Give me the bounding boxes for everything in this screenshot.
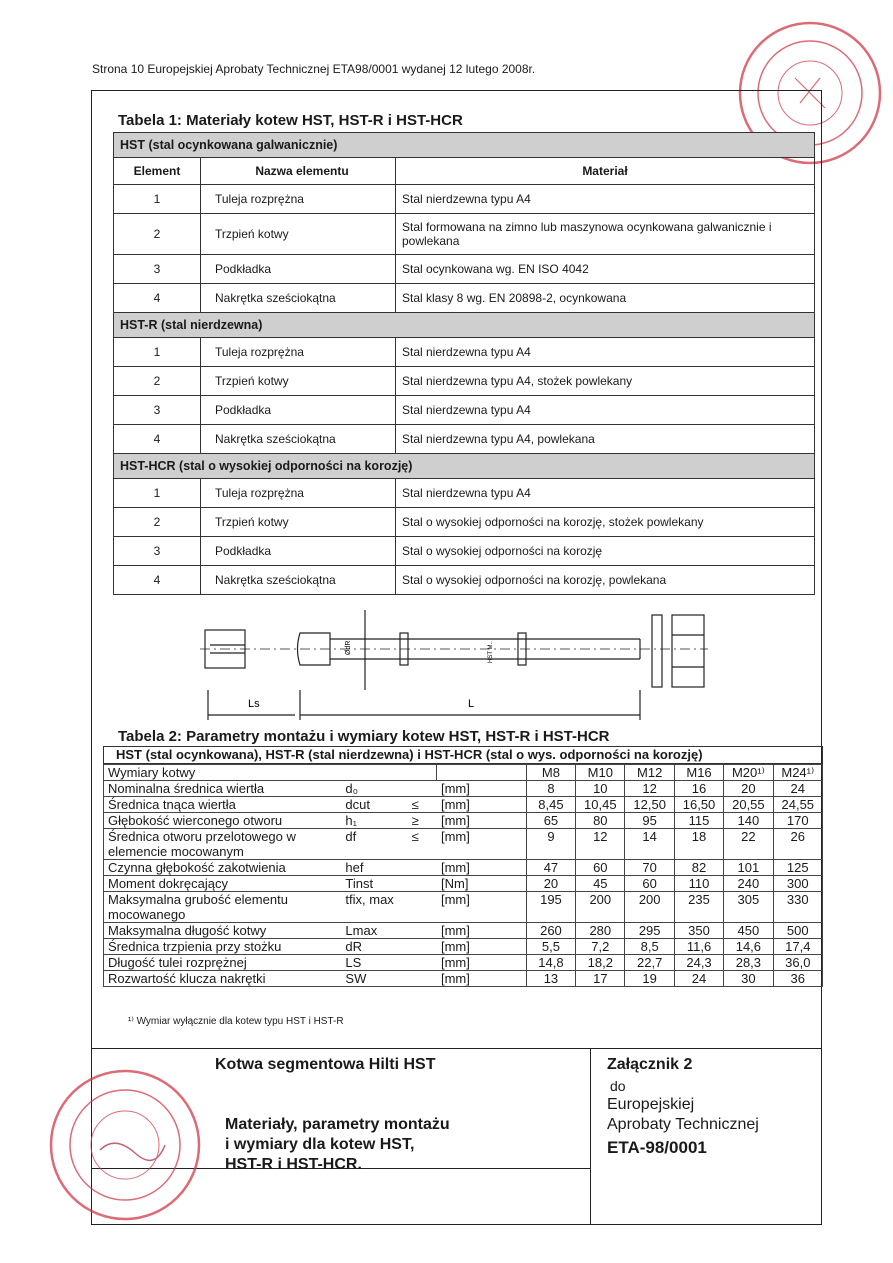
table-row: [104, 876, 823, 892]
element-name: Podkładka: [201, 396, 396, 425]
param-unit: [mm]: [437, 860, 526, 876]
param-value: 500: [773, 923, 822, 939]
element-number: 1: [114, 479, 201, 508]
table-row: [114, 214, 815, 255]
element-number: 2: [114, 367, 201, 396]
param-unit: [mm]: [437, 939, 526, 955]
element-material: Stal formowana na zimno lub maszynowa ocynkowana galwanicznie i powlekana: [396, 214, 815, 255]
annex-eur-line1: Europejskiej: [607, 1096, 695, 1113]
table-row: [114, 185, 815, 214]
element-material: Stal nierdzewna typu A4: [396, 479, 815, 508]
param-value: 11,6: [674, 939, 723, 955]
table-row: [114, 508, 815, 537]
table-row: [104, 781, 823, 797]
param-symbol: SW: [341, 971, 407, 987]
parameters-table: [103, 764, 823, 987]
param-relation: [408, 971, 437, 987]
footnote: ¹⁾ Wymiar wyłącznie dla kotew typu HST i HST-R: [128, 1016, 344, 1027]
element-material: Stal nierdzewna typu A4, powlekana: [396, 425, 815, 454]
table-row: [114, 566, 815, 595]
param-label: Rozwartość klucza nakrętki: [104, 971, 342, 987]
annex-eur-line2: Aprobaty Technicznej: [607, 1116, 759, 1133]
section-title: HST-R (stal nierdzewna): [114, 313, 815, 338]
param-relation: [408, 955, 437, 971]
param-value: 16: [674, 781, 723, 797]
head-label: Wymiary kotwy: [104, 765, 437, 781]
size-header: M12: [625, 765, 674, 781]
param-value: 330: [773, 892, 822, 923]
table-row: [104, 892, 823, 923]
param-value: 36: [773, 971, 822, 987]
param-value: 101: [724, 860, 773, 876]
table2-head-row: [104, 765, 823, 781]
param-value: 47: [526, 860, 575, 876]
param-value: 14,8: [526, 955, 575, 971]
param-value: 170: [773, 813, 822, 829]
element-material: Stal nierdzewna typu A4, stożek powlekany: [396, 367, 815, 396]
param-value: 5,5: [526, 939, 575, 955]
element-name: Trzpień kotwy: [201, 214, 396, 255]
param-label: Maksymalna długość kotwy: [104, 923, 342, 939]
table2-title: Tabela 2: Parametry montażu i wymiary kotew HST, HST-R i HST-HCR: [118, 728, 610, 745]
param-value: 28,3: [724, 955, 773, 971]
param-value: 110: [674, 876, 723, 892]
element-number: 4: [114, 566, 201, 595]
param-value: 22: [724, 829, 773, 860]
element-number: 2: [114, 214, 201, 255]
param-value: 195: [526, 892, 575, 923]
param-label: Moment dokręcający: [104, 876, 342, 892]
param-value: 95: [625, 813, 674, 829]
footer-desc-line1: Materiały, parametry montażu: [225, 1116, 450, 1133]
footer-description: [225, 1115, 450, 1175]
drawing-mark-label: HST M..: [488, 641, 494, 663]
annex-title: Załącznik 2: [607, 1056, 693, 1073]
param-value: 280: [576, 923, 625, 939]
param-value: 10,45: [576, 797, 625, 813]
element-material: Stal o wysokiej odporności na korozję, stożek powlekany: [396, 508, 815, 537]
param-relation: [408, 860, 437, 876]
table-row: [104, 955, 823, 971]
element-material: Stal klasy 8 wg. EN 20898-2, ocynkowana: [396, 284, 815, 313]
materials-table: [113, 132, 815, 595]
param-value: 115: [674, 813, 723, 829]
col-element: Element: [114, 158, 201, 185]
element-number: 3: [114, 396, 201, 425]
element-number: 4: [114, 425, 201, 454]
table-row: [104, 813, 823, 829]
table2-subtitle: HST (stal ocynkowana), HST-R (stal nierdzewna) i HST-HCR (stal o wys. odporności na korozję): [103, 746, 823, 764]
element-material: Stal nierdzewna typu A4: [396, 185, 815, 214]
param-label: Głębokość wierconego otworu: [104, 813, 342, 829]
param-value: 17: [576, 971, 625, 987]
param-value: 305: [724, 892, 773, 923]
param-symbol: dcut: [341, 797, 407, 813]
element-number: 1: [114, 185, 201, 214]
param-symbol: dR: [341, 939, 407, 955]
element-number: 3: [114, 255, 201, 284]
param-symbol: d₀: [341, 781, 407, 797]
param-value: 235: [674, 892, 723, 923]
param-value: 20: [724, 781, 773, 797]
element-material: Stal nierdzewna typu A4: [396, 396, 815, 425]
element-material: Stal o wysokiej odporności na korozję: [396, 537, 815, 566]
table-row: [114, 284, 815, 313]
param-value: 80: [576, 813, 625, 829]
param-label: Maksymalna grubość elementu mocowanego: [104, 892, 342, 923]
element-name: Nakrętka sześciokątna: [201, 425, 396, 454]
footer-top-rule: [91, 1048, 822, 1049]
size-header: M16: [674, 765, 723, 781]
table-row: [114, 479, 815, 508]
param-value: 240: [724, 876, 773, 892]
param-value: 65: [526, 813, 575, 829]
footer-desc-line3: HST-R i HST-HCR.: [225, 1156, 362, 1173]
table-row: [104, 860, 823, 876]
param-label: Długość tulei rozprężnej: [104, 955, 342, 971]
param-unit: [Nm]: [437, 876, 526, 892]
param-value: 8,5: [625, 939, 674, 955]
table-row: [104, 829, 823, 860]
section-title: HST (stal ocynkowana galwanicznie): [114, 133, 815, 158]
param-value: 10: [576, 781, 625, 797]
param-value: 20: [526, 876, 575, 892]
param-value: 9: [526, 829, 575, 860]
param-value: 12: [625, 781, 674, 797]
param-symbol: hef: [341, 860, 407, 876]
param-relation: [408, 781, 437, 797]
element-name: Tuleja rozprężna: [201, 479, 396, 508]
col-material: Materiał: [396, 158, 815, 185]
param-relation: ≤: [408, 797, 437, 813]
eta-number: ETA-98/0001: [607, 1138, 707, 1157]
param-symbol: Lmax: [341, 923, 407, 939]
param-value: 17,4: [773, 939, 822, 955]
param-value: 24: [773, 781, 822, 797]
param-relation: ≤: [408, 829, 437, 860]
param-value: 295: [625, 923, 674, 939]
param-label: Średnica trzpienia przy stożku: [104, 939, 342, 955]
param-value: 200: [576, 892, 625, 923]
table-row: [104, 939, 823, 955]
param-value: 20,55: [724, 797, 773, 813]
param-value: 8: [526, 781, 575, 797]
param-relation: ≥: [408, 813, 437, 829]
element-name: Trzpień kotwy: [201, 508, 396, 537]
param-symbol: Tinst: [341, 876, 407, 892]
table-row: [114, 396, 815, 425]
element-name: Trzpień kotwy: [201, 367, 396, 396]
param-unit: [mm]: [437, 923, 526, 939]
param-value: 200: [625, 892, 674, 923]
element-name: Tuleja rozprężna: [201, 185, 396, 214]
table-row: [114, 537, 815, 566]
table-row: [114, 255, 815, 284]
element-name: Podkładka: [201, 537, 396, 566]
param-value: 70: [625, 860, 674, 876]
param-value: 82: [674, 860, 723, 876]
param-value: 450: [724, 923, 773, 939]
section-title: HST-HCR (stal o wysokiej odporności na korozję): [114, 454, 815, 479]
param-symbol: tfix, max: [341, 892, 407, 923]
element-number: 3: [114, 537, 201, 566]
param-value: 36,0: [773, 955, 822, 971]
param-value: 8,45: [526, 797, 575, 813]
translator-stamp-bottom: [45, 1065, 205, 1225]
param-label: Średnica tnąca wiertła: [104, 797, 342, 813]
product-name: Kotwa segmentowa Hilti HST: [215, 1056, 436, 1073]
param-value: 260: [526, 923, 575, 939]
size-header: M10: [576, 765, 625, 781]
param-value: 18,2: [576, 955, 625, 971]
param-value: 26: [773, 829, 822, 860]
param-unit: [mm]: [437, 955, 526, 971]
param-unit: [mm]: [437, 797, 526, 813]
param-value: 60: [625, 876, 674, 892]
param-unit: [mm]: [437, 971, 526, 987]
page-header: Strona 10 Europejskiej Aprobaty Technicznej ETA98/0001 wydanej 12 lutego 2008r.: [92, 62, 536, 76]
size-header: M8: [526, 765, 575, 781]
drawing-ls-label: Ls: [248, 698, 260, 710]
element-number: 2: [114, 508, 201, 537]
param-value: 14,6: [724, 939, 773, 955]
element-name: Nakrętka sześciokątna: [201, 566, 396, 595]
param-value: 24,3: [674, 955, 723, 971]
param-value: 19: [625, 971, 674, 987]
param-relation: [408, 939, 437, 955]
element-name: Nakrętka sześciokątna: [201, 284, 396, 313]
param-unit: [mm]: [437, 781, 526, 797]
annex-eur: [607, 1095, 759, 1135]
param-value: 350: [674, 923, 723, 939]
param-value: 18: [674, 829, 723, 860]
param-value: 16,50: [674, 797, 723, 813]
param-relation: [408, 876, 437, 892]
element-material: Stal ocynkowana wg. EN ISO 4042: [396, 255, 815, 284]
size-header: M20¹⁾: [724, 765, 773, 781]
element-name: Podkładka: [201, 255, 396, 284]
param-value: 60: [576, 860, 625, 876]
table-row: [114, 338, 815, 367]
table-row: [114, 367, 815, 396]
drawing-d-label: ØdR: [345, 640, 352, 655]
element-number: 1: [114, 338, 201, 367]
drawing-l-label: L: [468, 698, 475, 710]
annex-do: do: [610, 1078, 626, 1094]
param-value: 140: [724, 813, 773, 829]
param-value: 12: [576, 829, 625, 860]
element-name: Tuleja rozprężna: [201, 338, 396, 367]
param-value: 125: [773, 860, 822, 876]
param-label: Średnica otworu przelotowego w elemencie mocowanym: [104, 829, 342, 860]
table-row: [114, 425, 815, 454]
param-value: 24,55: [773, 797, 822, 813]
param-relation: [408, 923, 437, 939]
param-value: 22,7: [625, 955, 674, 971]
param-value: 30: [724, 971, 773, 987]
param-value: 7,2: [576, 939, 625, 955]
table-row: [104, 797, 823, 813]
size-header: M24¹⁾: [773, 765, 822, 781]
param-relation: [408, 892, 437, 923]
param-label: Czynna głębokość zakotwienia: [104, 860, 342, 876]
param-value: 45: [576, 876, 625, 892]
element-material: Stal o wysokiej odporności na korozję, powlekana: [396, 566, 815, 595]
element-number: 4: [114, 284, 201, 313]
param-symbol: LS: [341, 955, 407, 971]
table-row: [104, 923, 823, 939]
param-value: 24: [674, 971, 723, 987]
table1-title: Tabela 1: Materiały kotew HST, HST-R i HST-HCR: [118, 112, 463, 129]
param-unit: [mm]: [437, 829, 526, 860]
footer-desc-line2: i wymiary dla kotew HST,: [225, 1136, 415, 1153]
anchor-drawing: [200, 605, 710, 723]
col-name: Nazwa elementu: [201, 158, 396, 185]
param-value: 14: [625, 829, 674, 860]
param-symbol: h₁: [341, 813, 407, 829]
element-material: Stal nierdzewna typu A4: [396, 338, 815, 367]
param-value: 300: [773, 876, 822, 892]
param-unit: [mm]: [437, 892, 526, 923]
param-label: Nominalna średnica wiertła: [104, 781, 342, 797]
footer-divider: [590, 1048, 591, 1224]
param-unit: [mm]: [437, 813, 526, 829]
param-value: 12,50: [625, 797, 674, 813]
param-symbol: df: [341, 829, 407, 860]
table-row: [104, 971, 823, 987]
param-value: 13: [526, 971, 575, 987]
